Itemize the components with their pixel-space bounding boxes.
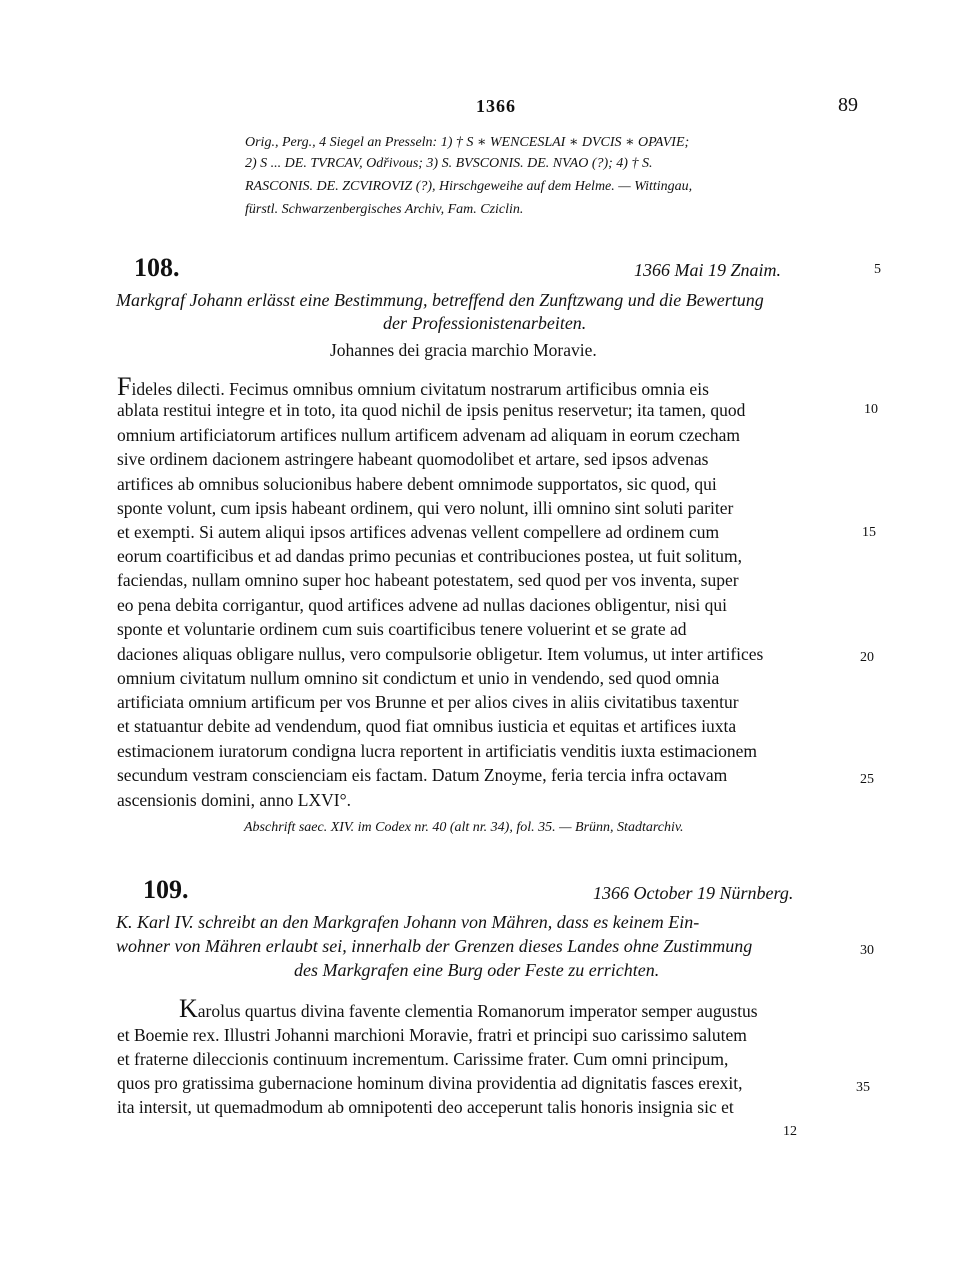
text-line-first — [117, 372, 709, 402]
regest-line: des Markgrafen eine Burg oder Feste zu errichten. — [294, 960, 660, 980]
text-line: daciones aliquas obligare nullus, vero compulsorie obligetur. Item volumus, ut inter artifices — [117, 644, 764, 664]
line-number: 25 — [860, 772, 874, 787]
source-note: Abschrift saec. XIV. im Codex nr. 40 (alt nr. 34), fol. 35. — Brünn, Stadtarchiv. — [244, 820, 684, 835]
text-line: estimacionem iuratorum condigna lucra reportent in artificiatis venditis iuxta estimacionem — [117, 741, 758, 761]
line-number: 30 — [860, 943, 874, 958]
text-line: eorum coartificibus et ad dandas primo pecunias et contribuciones postea, ut fuit solitum, — [117, 546, 742, 566]
text-line: et fraterne dileccionis continuum incrementum. Carissime frater. Cum omni principum, — [117, 1049, 729, 1069]
note-line: RASCONIS. DE. ZCVIROVIZ (?), Hirschgeweihe auf dem Helme. — Wittingau, — [245, 179, 693, 194]
text-line: ablata restitui integre et in toto, ita quod nichil de ipsis penitus reservetur; ita tamen, quod — [117, 400, 746, 420]
text-line: ascensionis domini, anno LXVI°. — [117, 790, 351, 810]
text-line: omnium civitatum nullum omnino sit condictum et unio in vendendo, sed quod omnia — [117, 668, 720, 688]
note-line: Orig., Perg., 4 Siegel an Presseln: 1) † S ∗ WENCESLAI ∗ DVCIS ∗ OPAVIE; — [245, 135, 690, 150]
text-line: omnium artificiatorum artifices nullum artificem advenam ad aliquam in eorum czecham — [117, 425, 740, 445]
text-line: et Boemie rex. Illustri Johanni marchioni Moravie, fratri et principi suo carissimo salutem — [117, 1025, 747, 1045]
line-number: 5 — [874, 262, 881, 277]
text-line-rest: ideles dilecti. Fecimus omnibus omnium civitatum nostrarum artificibus omnia eis — [131, 379, 709, 399]
initial-letter: F — [117, 372, 132, 401]
running-head-year: 1366 — [476, 96, 516, 116]
regest-line: K. Karl IV. schreibt an den Markgrafen Johann von Mähren, dass es keinem Ein- — [116, 912, 700, 932]
text-line-rest: arolus quartus divina favente clementia Romanorum imperator semper augustus — [197, 1001, 758, 1021]
text-line: et exempti. Si autem aliqui ipsos artifices advenas vellent compellere ad ordinem cum — [117, 522, 720, 542]
line-number: 10 — [864, 402, 878, 417]
text-line: et statuantur debite ad vendendum, quod fiat omnibus iusticia et equitas et artifices iuxta — [117, 716, 737, 736]
text-line: secundum vestram conscienciam eis factam. Datum Znoyme, feria tercia infra octavam — [117, 765, 728, 785]
text-line: sponte volunt, cum ipsis habeant ordinem, qui vero nolunt, illi omnino sint soluti pariter — [117, 498, 734, 518]
text-line-first — [117, 994, 758, 1024]
line-number: 15 — [862, 525, 876, 540]
text-line: sponte et voluntarie ordinem cum suis coartificibus tenere voluerint et se grate ad — [117, 619, 687, 639]
initial-letter: K — [179, 994, 198, 1023]
document-number: 109. — [143, 875, 189, 904]
line-number: 35 — [856, 1080, 870, 1095]
note-line: 2) S ... DE. TVRCAV, Odřivous; 3) S. BVSCONIS. DE. NVAO (?); 4) † S. — [245, 156, 653, 171]
text-line: artifices ab omnibus solucionibus habere debent omnimode supportatos, sic quod, qui — [117, 474, 717, 494]
note-line: fürstl. Schwarzenbergisches Archiv, Fam. Cziclin. — [245, 202, 524, 217]
regest-line: der Professionistenarbeiten. — [383, 313, 587, 333]
text-line: sive ordinem dacionem astringere habeant quomodolibet et artare, sed ipsos advenas — [117, 449, 709, 469]
intitulatio: Johannes dei gracia marchio Moravie. — [330, 340, 597, 360]
text-line: faciendas, nullam omnino super hoc habeant potestatem, sed quod per vos inventa, super — [117, 570, 739, 590]
line-number: 20 — [860, 650, 874, 665]
document-date-place: 1366 October 19 Nürnberg. — [593, 883, 794, 903]
regest-line: Markgraf Johann erlässt eine Bestimmung, betreffend den Zunftzwang und die Bewertung — [116, 290, 764, 310]
signature-mark: 12 — [783, 1124, 797, 1139]
text-line: artificiata omnium artificum per vos Brunne et per alios cives in aliis civitatibus taxentur — [117, 692, 739, 712]
text-line: ita intersit, ut quemadmodum ab omnipotenti deo acceperunt talis honoris insignia sic et — [117, 1097, 734, 1117]
document-date-place: 1366 Mai 19 Znaim. — [634, 260, 782, 280]
regest-line: wohner von Mähren erlaubt sei, innerhalb der Grenzen dieses Landes ohne Zustimmung — [116, 936, 753, 956]
page-number: 89 — [838, 94, 858, 116]
text-line: eo pena debita corrigantur, quod artifices advene ad nullas daciones obligentur, nisi qui — [117, 595, 727, 615]
text-line: quos pro gratissima gubernacione hominum divina providentia ad dignitatis fasces erexit, — [117, 1073, 743, 1093]
document-number: 108. — [134, 253, 180, 282]
